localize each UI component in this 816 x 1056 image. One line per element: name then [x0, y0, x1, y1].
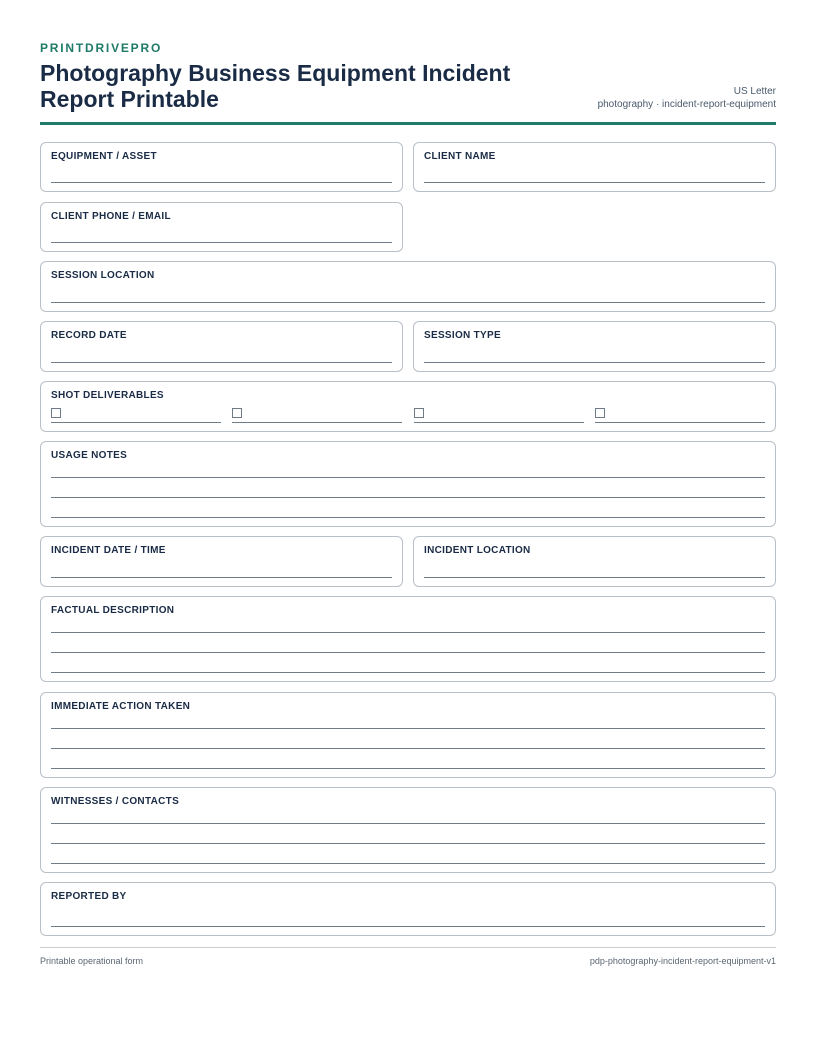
immediate-action-line-1[interactable]: [51, 728, 765, 729]
session-location-label: SESSION LOCATION: [51, 270, 155, 281]
document-tags: photography · incident-report-equipment: [597, 99, 776, 110]
document-meta: [598, 85, 776, 111]
client-phone-email-field[interactable]: [40, 202, 403, 252]
witnesses-contacts-field[interactable]: [40, 787, 776, 873]
incident-location-field[interactable]: [413, 536, 776, 587]
immediate-action-line-2[interactable]: [51, 748, 765, 749]
incident-date-time-label: INCIDENT DATE / TIME: [51, 545, 166, 556]
equipment-asset-field[interactable]: [40, 142, 403, 192]
record-date-field[interactable]: [40, 321, 403, 372]
shot-deliverables-field: [40, 381, 776, 432]
witnesses-contacts-label: WITNESSES / CONTACTS: [51, 796, 180, 807]
reported-by-field[interactable]: [40, 882, 776, 936]
session-location-line[interactable]: [51, 302, 765, 303]
paper-size: US Letter: [733, 86, 776, 97]
client-phone-email-label: CLIENT PHONE / EMAIL: [51, 211, 171, 222]
checkbox-4[interactable]: [595, 408, 605, 418]
session-type-line[interactable]: [424, 362, 765, 363]
checkbox-2[interactable]: [232, 408, 242, 418]
deliverable-option-3[interactable]: [414, 422, 584, 423]
client-name-line[interactable]: [424, 182, 765, 183]
equipment-asset-label: EQUIPMENT / ASSET: [51, 151, 157, 162]
immediate-action-line-3[interactable]: [51, 768, 765, 769]
usage-notes-field[interactable]: [40, 441, 776, 527]
incident-location-line[interactable]: [424, 577, 765, 578]
client-phone-email-line[interactable]: [51, 242, 392, 243]
usage-notes-line-2[interactable]: [51, 497, 765, 498]
session-type-label: SESSION TYPE: [424, 330, 501, 341]
footer-description: Printable operational form: [40, 956, 144, 966]
deliverable-option-2[interactable]: [232, 422, 402, 423]
witnesses-contacts-line-1[interactable]: [51, 823, 765, 824]
usage-notes-label: USAGE NOTES: [51, 450, 128, 461]
session-location-field[interactable]: [40, 261, 776, 312]
immediate-action-field[interactable]: [40, 692, 776, 778]
equipment-asset-line[interactable]: [51, 182, 392, 183]
shot-deliverables-label: SHOT DELIVERABLES: [51, 390, 164, 401]
incident-location-label: INCIDENT LOCATION: [424, 545, 531, 556]
checkbox-1[interactable]: [51, 408, 61, 418]
incident-date-time-line[interactable]: [51, 577, 392, 578]
client-name-label: CLIENT NAME: [424, 151, 496, 162]
factual-description-field[interactable]: [40, 596, 776, 682]
witnesses-contacts-line-3[interactable]: [51, 863, 765, 864]
session-type-field[interactable]: [413, 321, 776, 372]
factual-description-line-2[interactable]: [51, 652, 765, 653]
client-name-field[interactable]: [413, 142, 776, 192]
page-title: Photography Business Equipment Incident Report Printable: [40, 60, 511, 112]
usage-notes-line-3[interactable]: [51, 517, 765, 518]
usage-notes-line-1[interactable]: [51, 477, 765, 478]
immediate-action-label: IMMEDIATE ACTION TAKEN: [51, 701, 191, 712]
reported-by-label: REPORTED BY: [51, 891, 127, 902]
record-date-line[interactable]: [51, 362, 392, 363]
factual-description-line-3[interactable]: [51, 672, 765, 673]
deliverable-option-4[interactable]: [595, 422, 765, 423]
reported-by-line[interactable]: [51, 926, 765, 927]
record-date-label: RECORD DATE: [51, 330, 127, 341]
footer-rule: [40, 947, 776, 948]
footer-form-id: pdp-photography-incident-report-equipment-v1: [589, 956, 776, 966]
header-rule: [40, 122, 776, 125]
incident-date-time-field[interactable]: [40, 536, 403, 587]
factual-description-line-1[interactable]: [51, 632, 765, 633]
brand-name: PRINTDRIVEPRO: [40, 41, 163, 55]
witnesses-contacts-line-2[interactable]: [51, 843, 765, 844]
factual-description-label: FACTUAL DESCRIPTION: [51, 605, 175, 616]
deliverable-option-1[interactable]: [51, 422, 221, 423]
checkbox-3[interactable]: [414, 408, 424, 418]
